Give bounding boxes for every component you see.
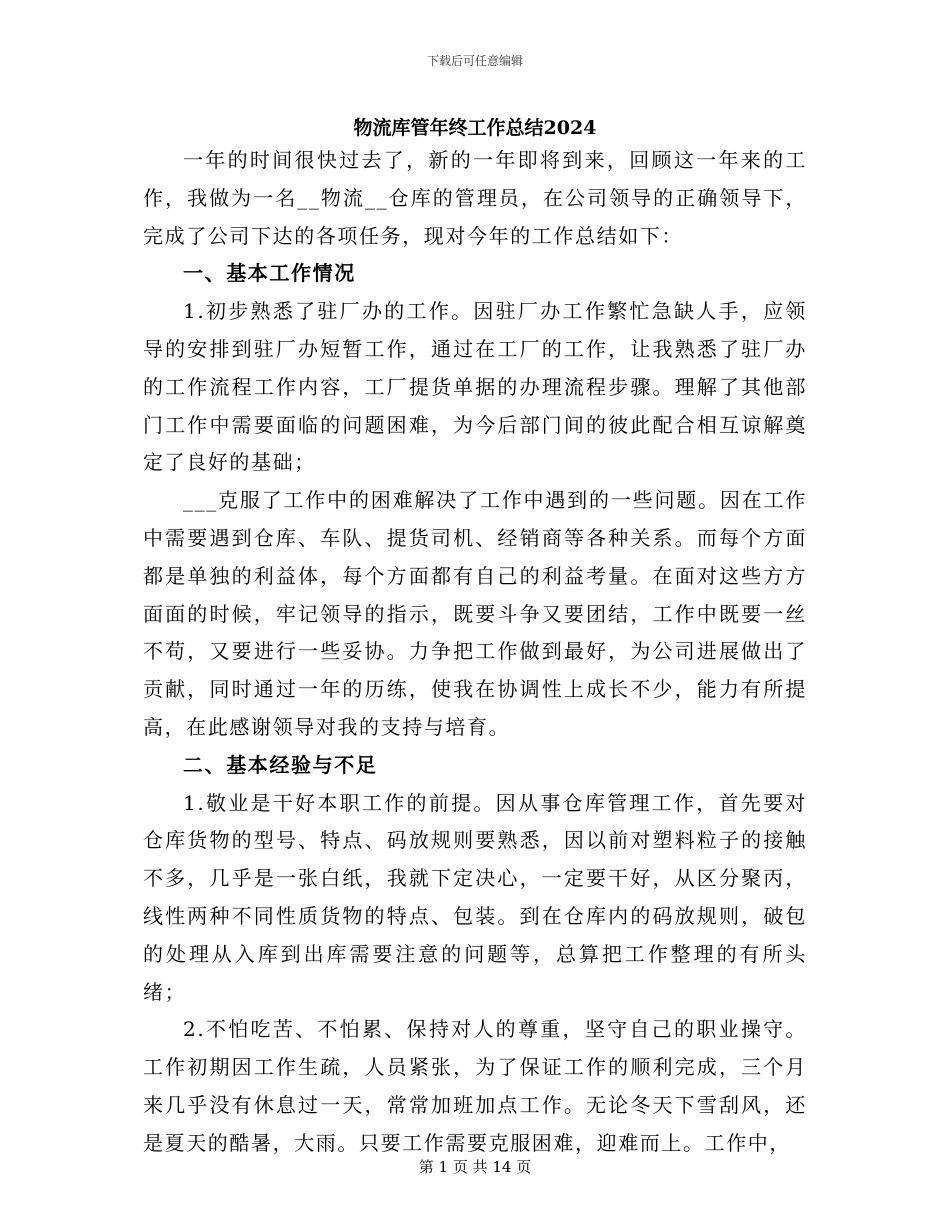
- intro-paragraph: 一年的时间很快过去了，新的一年即将到来，回顾这一年来的工作，我做为一名__物流__仓库的管理员，在公司领导的正确领导下，完成了公司下达的各项任务，现对今年的工作总结如下：: [143, 148, 807, 248]
- body-paragraph: 1.敬业是干好本职工作的前提。因从事仓库管理工作，首先要对仓库货物的型号、特点、码放规则要熟悉，因以前对塑料粒子的接触不多，几乎是一张白纸，我就下定决心，一定要干好，从区分聚丙，线性两种不同性质货物的特点、包装。到在仓库内的码放规则，破包的处理从入库到出库需要注意的问题等，总算把工作整理的有所头绪；: [143, 790, 807, 1004]
- document-title: 物流库管年终工作总结2024: [353, 117, 597, 139]
- document-body: [143, 142, 807, 1163]
- section-heading-1: 一、基本工作情况: [183, 261, 356, 286]
- page-header-note: 下载后可任意编辑: [426, 54, 523, 68]
- body-paragraph: ___克服了工作中的困难解决了工作中遇到的一些问题。因在工作中需要遇到仓库、车队、提货司机、经销商等各种关系。而每个方面都是单独的利益体，每个方面都有自己的利益考量。在面对这些方方面面的时候，牢记领导的指示，既要斗争又要团结，工作中既要一丝不苟，又要进行一些妥协。力争把工作做到最好，为公司进展做出了贡献，同时通过一年的历练，使我在协调性上成长不少，能力有所提高，在此感谢领导对我的支持与培育。: [143, 488, 807, 739]
- body-paragraph: 1.初步熟悉了驻厂办的工作。因驻厂办工作繁忙急缺人手，应领导的安排到驻厂办短暂工作，通过在工厂的工作，让我熟悉了驻厂办的工作流程工作内容，工厂提货单据的办理流程步骤。理解了其他部门工作中需要面临的问题困难，为今后部门间的彼此配合相互谅解奠定了良好的基础；: [143, 299, 807, 475]
- section-heading-2: 二、基本经验与不足: [183, 752, 378, 777]
- body-paragraph: 2.不怕吃苦、不怕累、保持对人的尊重，坚守自己的职业操守。工作初期因工作生疏，人员紧张，为了保证工作的顺利完成，三个月来几乎没有休息过一天，常常加班加点工作。无论冬天下雪刮风，还是夏天的酷暑，大雨。只要工作需要克服困难，迎难而上。工作中，: [143, 1017, 807, 1155]
- page-number: 第 1 页 共 14 页: [418, 1158, 532, 1176]
